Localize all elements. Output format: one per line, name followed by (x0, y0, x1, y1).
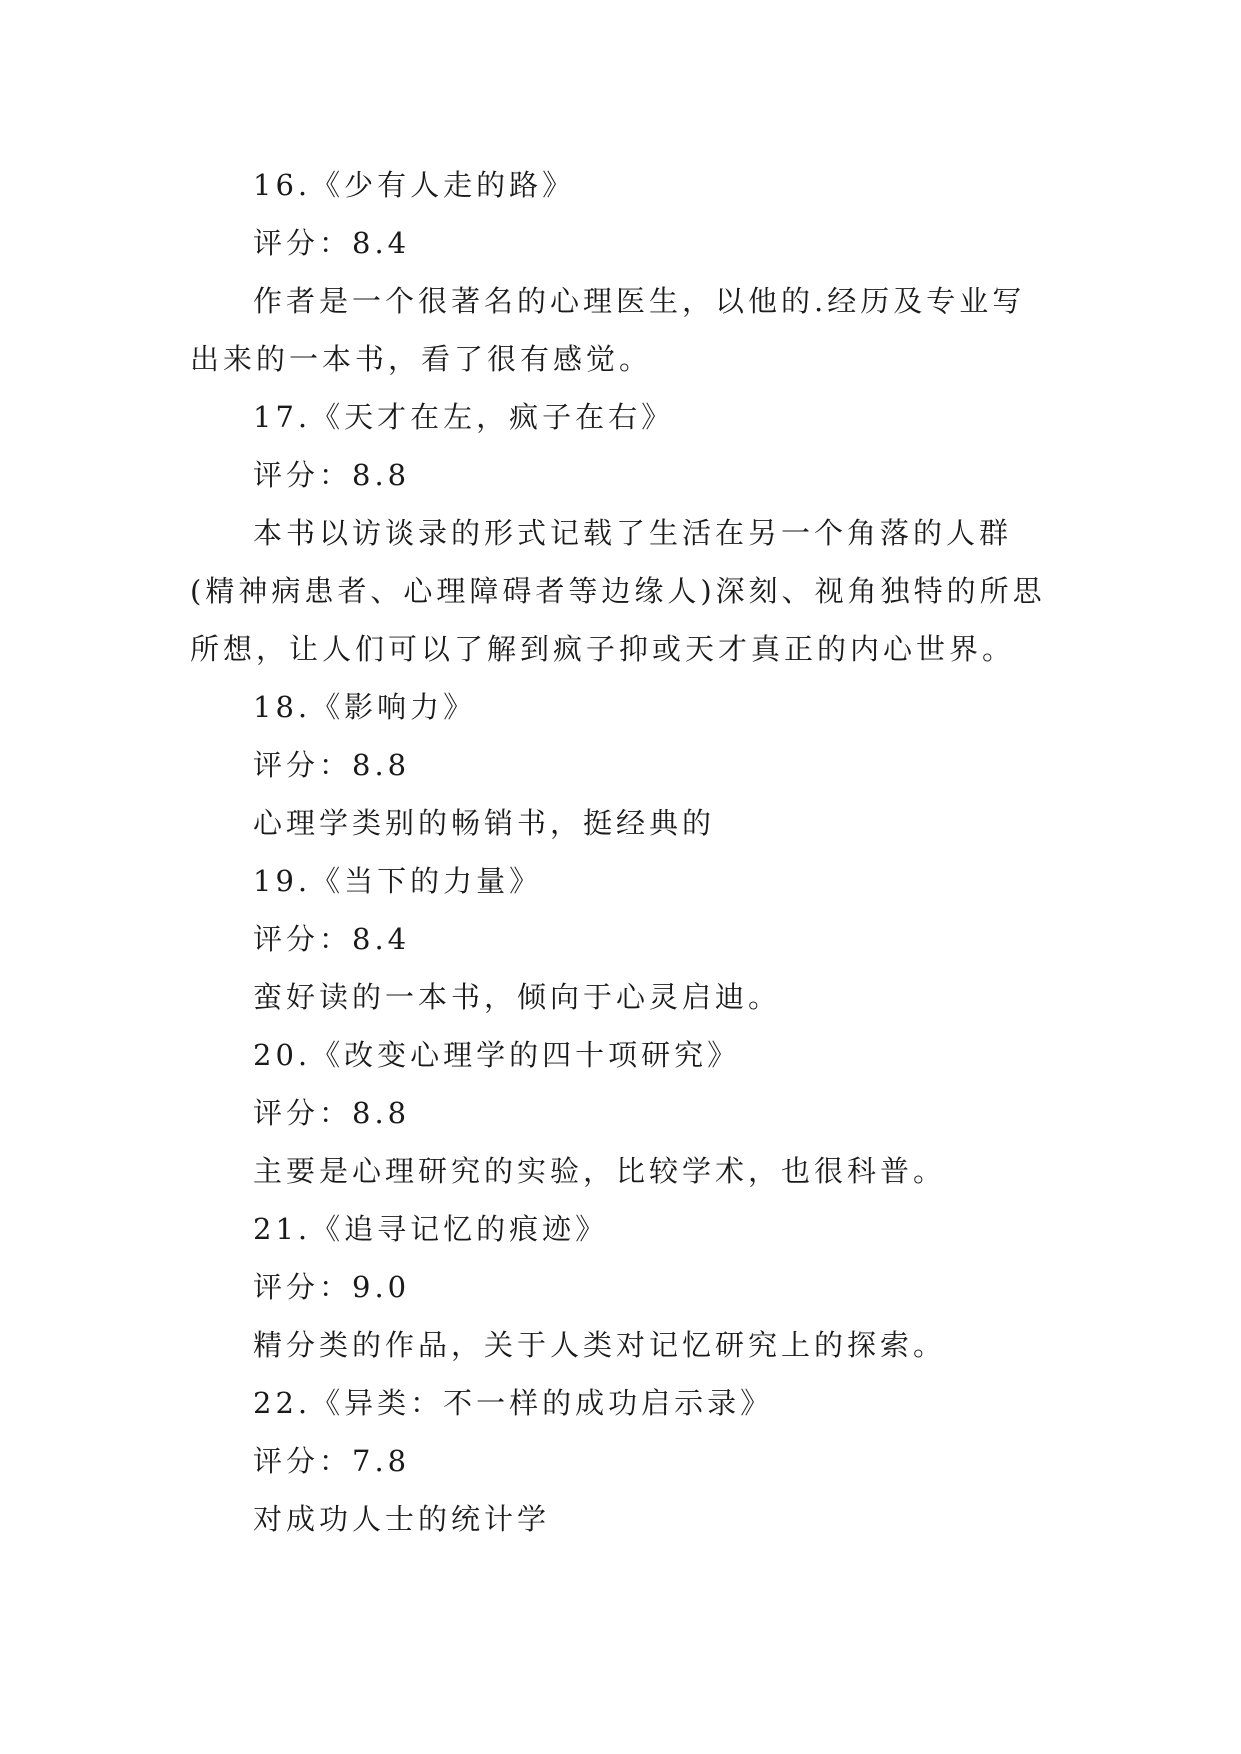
book-rating: 评分：8.8 (253, 1096, 411, 1130)
book-title: 19.《当下的力量》 (253, 864, 543, 898)
book-rating: 评分：8.4 (253, 922, 411, 956)
book-rating: 评分：9.0 (253, 1270, 411, 1304)
book-description: 作者是一个很著名的心理医生，以他的.经历及专业写 (253, 284, 1026, 318)
book-description: 出来的一本书，看了很有感觉。 (190, 342, 653, 376)
book-description: 精分类的作品，关于人类对记忆研究上的探索。 (253, 1328, 947, 1362)
book-title: 17.《天才在左，疯子在右》 (253, 400, 675, 434)
book-description: 蛮好读的一本书，倾向于心灵启迪。 (253, 980, 782, 1014)
book-description: 所想，让人们可以了解到疯子抑或天才真正的内心世界。 (190, 632, 1016, 666)
book-rating: 评分：8.4 (253, 226, 411, 260)
document-body (190, 156, 1060, 1548)
book-description: 主要是心理研究的实验，比较学术，也很科普。 (253, 1154, 947, 1188)
book-description: 对成功人士的统计学 (253, 1502, 551, 1536)
book-rating: 评分：7.8 (253, 1444, 411, 1478)
book-description: (精神病患者、心理障碍者等边缘人)深刻、视角独特的所思 (190, 574, 1046, 608)
book-title: 16.《少有人走的路》 (253, 168, 576, 202)
book-description: 本书以访谈录的形式记载了生活在另一个角落的人群 (253, 516, 1013, 550)
book-title: 22.《异类：不一样的成功启示录》 (253, 1386, 774, 1420)
book-rating: 评分：8.8 (253, 748, 411, 782)
book-description: 心理学类别的畅销书，挺经典的 (253, 806, 716, 840)
book-title: 20.《改变心理学的四十项研究》 (253, 1038, 741, 1072)
book-rating: 评分：8.8 (253, 458, 411, 492)
book-title: 18.《影响力》 (253, 690, 477, 724)
book-title: 21.《追寻记忆的痕迹》 (253, 1212, 609, 1246)
